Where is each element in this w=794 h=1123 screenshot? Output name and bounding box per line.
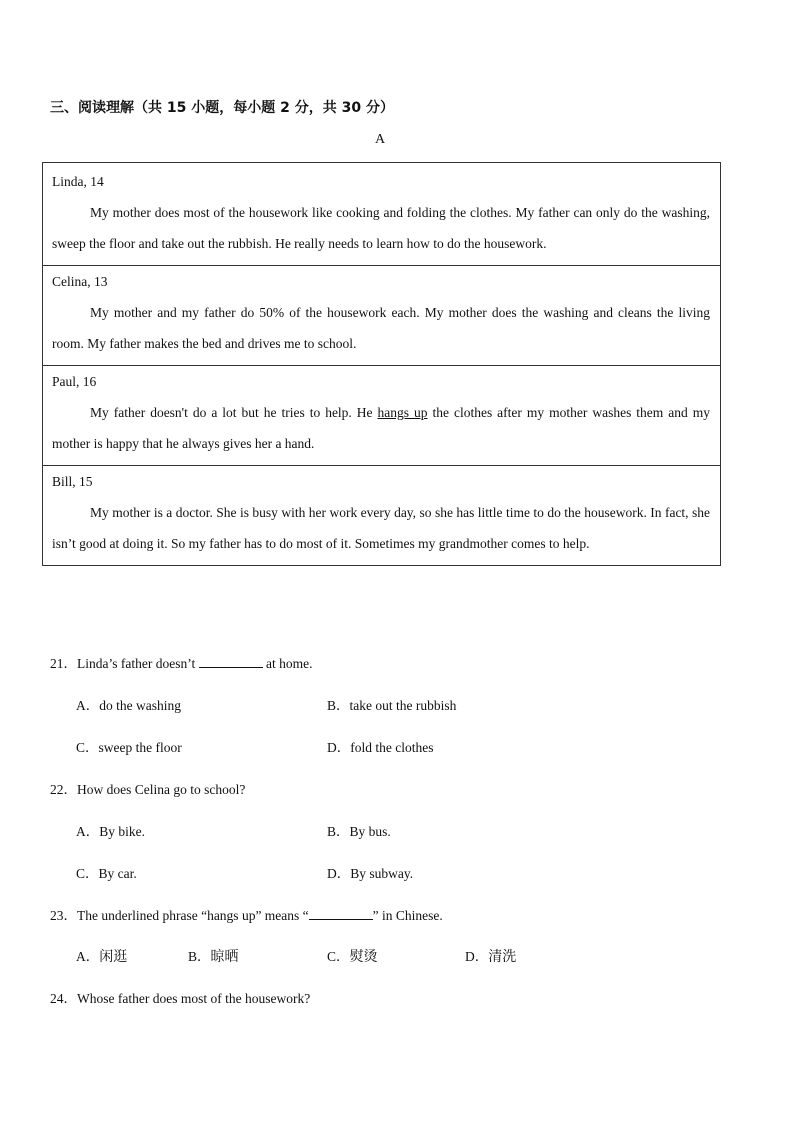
question-text-before: Linda’s father doesn’t [77,656,199,671]
question-text-after: at home. [262,656,313,671]
question-number: 24． [50,991,77,1006]
answer-blank [309,907,373,920]
option-letter: B． [327,824,350,839]
question-23 [50,904,443,924]
answer-blank [199,655,263,668]
entry-text-after: the clothes after my mother washes them and my mother is happy that he always gives her a hand. [52,405,710,451]
passage-entry-celina [43,265,720,365]
option-letter: C． [76,740,99,755]
option-23-c[interactable] [327,945,378,966]
option-text: sweep the floor [98,740,182,755]
question-22 [50,778,245,798]
passage-entry-paul [43,365,720,465]
option-letter: A． [76,698,100,713]
underlined-phrase: hangs up [377,405,428,420]
option-letter: A． [76,824,100,839]
option-21-a[interactable] [76,694,181,714]
passage-label: A [374,132,386,147]
entry-name: Celina, 13 [52,274,108,289]
option-letter: D． [327,740,351,755]
passage-entry-bill [43,465,720,565]
option-text: do the washing [99,698,181,713]
passage-entry-linda [43,163,720,265]
option-22-a[interactable] [76,820,145,840]
option-21-d[interactable] [327,736,433,756]
option-letter: A． [76,949,100,964]
option-letter: B． [188,949,211,964]
option-text: fold the clothes [350,740,434,755]
option-letter: C． [76,866,99,881]
option-text: 晾晒 [210,949,239,965]
option-text: By subway. [350,866,414,881]
option-letter: C． [327,949,350,964]
option-text: 熨烫 [349,949,378,965]
question-21 [50,652,312,672]
question-24 [50,987,310,1007]
question-number: 23． [50,908,77,923]
entry-text [52,397,710,459]
option-22-b[interactable] [327,820,391,840]
question-text-after: ” in Chinese. [372,908,443,923]
question-text-before: The underlined phrase “hangs up” means “ [77,908,309,923]
option-text: take out the rubbish [349,698,457,713]
option-23-b[interactable] [188,945,239,966]
entry-name: Linda, 14 [52,174,104,189]
option-23-d[interactable] [465,945,516,966]
option-22-d[interactable] [327,862,413,882]
entry-text-before: My father doesn't do a lot but he tries to help. He [90,405,378,420]
question-text: Whose father does most of the housework? [77,991,311,1006]
option-letter: B． [327,698,350,713]
option-letter: D． [465,949,489,964]
entry-text: My mother is a doctor. She is busy with her work every day, so she has little time to do the housework. In fact, she isn’t good at doing it. So my father has to do most of it. Sometimes my grandmother comes to help. [52,505,710,551]
entry-name: Bill, 15 [52,474,93,489]
option-text: 清洗 [488,949,517,965]
question-number: 21． [50,656,77,671]
option-21-b[interactable] [327,694,456,714]
option-text: 闲逛 [99,949,128,965]
section-title: 三、阅读理解（共 15 小题，每小题 2 分，共 30 分） [50,100,394,116]
option-23-a[interactable] [76,945,127,966]
option-text: By car. [98,866,137,881]
option-22-c[interactable] [76,862,137,882]
entry-name: Paul, 16 [52,374,97,389]
question-text: How does Celina go to school? [77,782,246,797]
entry-text: My mother and my father do 50% of the housework each. My mother does the washing and cleans the living room. My father makes the bed and drives me to school. [52,305,710,351]
question-number: 22． [50,782,77,797]
option-text: By bike. [99,824,145,839]
option-21-c[interactable] [76,736,182,756]
option-text: By bus. [349,824,391,839]
passage-table [42,162,721,566]
option-letter: D． [327,866,351,881]
entry-text: My mother does most of the housework like cooking and folding the clothes. My father can only do the washing, sweep the floor and take out the rubbish. He really needs to learn how to do the housework. [52,205,710,251]
